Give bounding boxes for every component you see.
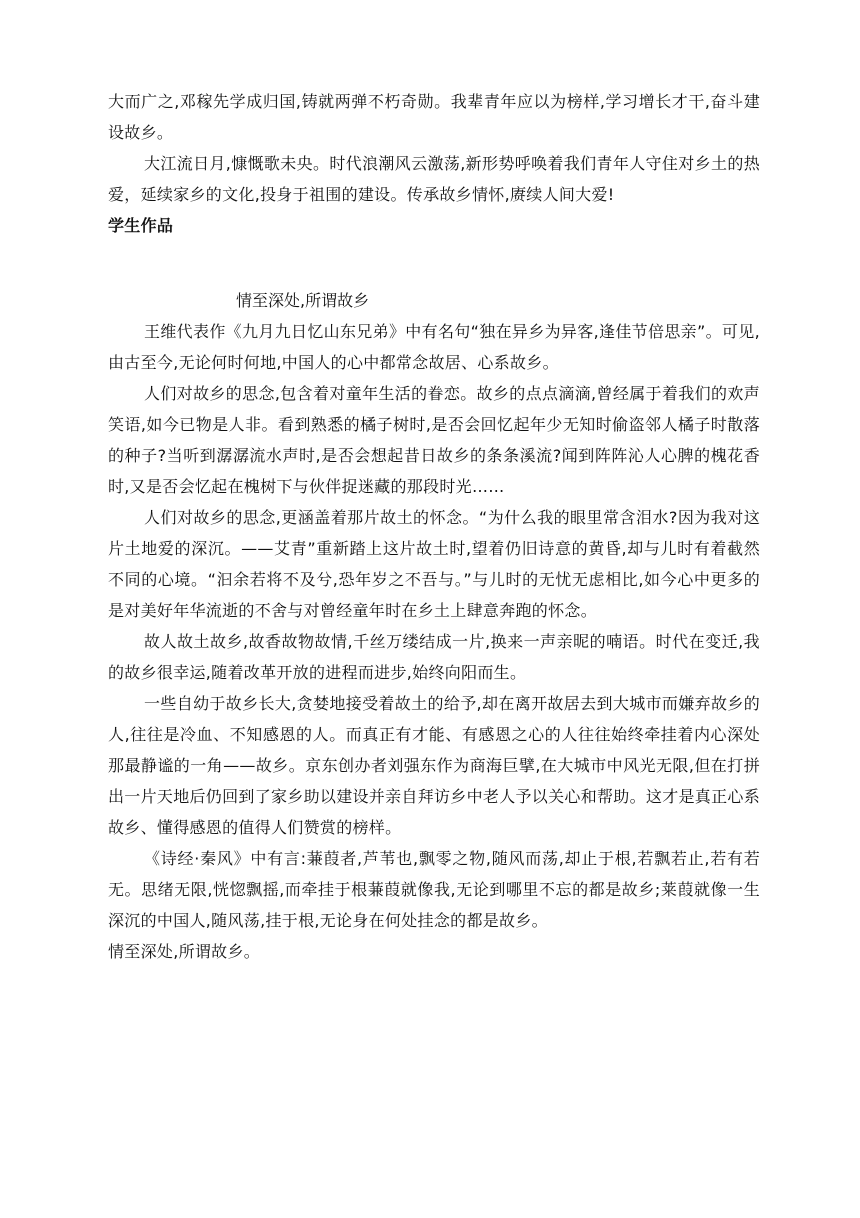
paragraph-intro-2: 大江流日月,慷慨歌未央。时代浪潮风云激荡,新形势呼唤着我们青年人守住对乡土的热爱，延续家乡的文化,投身于祖围的建设。传承故乡情怀,赓续人间大爱! xyxy=(108,154,760,204)
essay-paragraph: 人们对故乡的思念,包含着对童年生活的眷恋。故乡的点点滴滴,曾经属于着我们的欢声笑语,如今已物是人非。看到熟悉的橘子树时,是否会回忆起年少无知时偷盗邻人橘子时散落的种子?当听到潺潺流水声时,是否会想起昔日故乡的条条溪流?闻到阵阵沁人心脾的槐花香时,又是否会忆起在槐树下与伙伴捉迷藏的那段时光…… xyxy=(108,384,760,496)
essay-paragraph: 故人故土故乡,故香故物故情,千丝万缕结成一片,换来一声亲昵的喃语。时代在变迁,我的故乡很幸运,随着改革开放的进程而进步,始终向阳而生。 xyxy=(108,632,760,682)
essay-paragraph: 王维代表作《九月九日忆山东兄弟》中有名句“独在异乡为异客,逢佳节倍思亲”。可见,由古至今,无论何时何地,中国人的心中都常念故居、心系故乡。 xyxy=(108,322,760,372)
essay-paragraph: 人们对故乡的思念,更涵盖着那片故土的怀念。“为什么我的眼里常含泪水?因为我对这片土地爱的深沉。——艾青”重新踏上这片故土时,望着仍旧诗意的黄昏,却与儿时有着截然不同的心境。“汩余若将不及兮,恐年岁之不吾与。”与儿时的无忧无虑相比,如今心中更多的是对美好年华流逝的不舍与对曾经童年时在乡土上肆意奔跑的怀念。 xyxy=(108,508,760,620)
essay-closing: 情至深处,所谓故乡。 xyxy=(108,942,261,961)
paragraph-intro-1: 大而广之,邓稼先学成归国,铸就两弹不朽奇勋。我辈青年应以为榜样,学习增长才干,奋斗建设故乡。 xyxy=(108,92,760,142)
essay-paragraph: 一些自幼于故乡长大,贪婪地接受着故土的给予,却在离开故居去到大城市而嫌弃故乡的人,往往是冷血、不知感恩的人。而真正有才能、有感恩之心的人往往始终牵挂着内心深处那最静谧的一角——故乡。京东创办者刘强东作为商海巨擘,在大城市中风光无限,但在打拼出一片天地后仍回到了家乡助以建设并亲自拜访乡中老人予以关心和帮助。这才是真正心系故乡、懂得感恩的值得人们赞赏的榜样。 xyxy=(108,694,761,837)
spacer xyxy=(108,241,760,285)
essay-paragraph: 《诗经·秦风》中有言:蒹葭者,芦苇也,飘零之物,随风而荡,却止于根,若飘若止,若有若无。思绪无限,恍惚飘摇,而牵挂于根蒹葭就像我,无论到哪里不忘的都是故乡;莱葭就像一生深沉的中国人,随风荡,挂于根,无论身在何处挂念的都是故乡。 xyxy=(108,849,760,930)
essay-title: 情至深处,所谓故乡 xyxy=(236,291,370,310)
section-label: 学生作品 xyxy=(108,216,174,235)
document-page xyxy=(108,86,760,967)
